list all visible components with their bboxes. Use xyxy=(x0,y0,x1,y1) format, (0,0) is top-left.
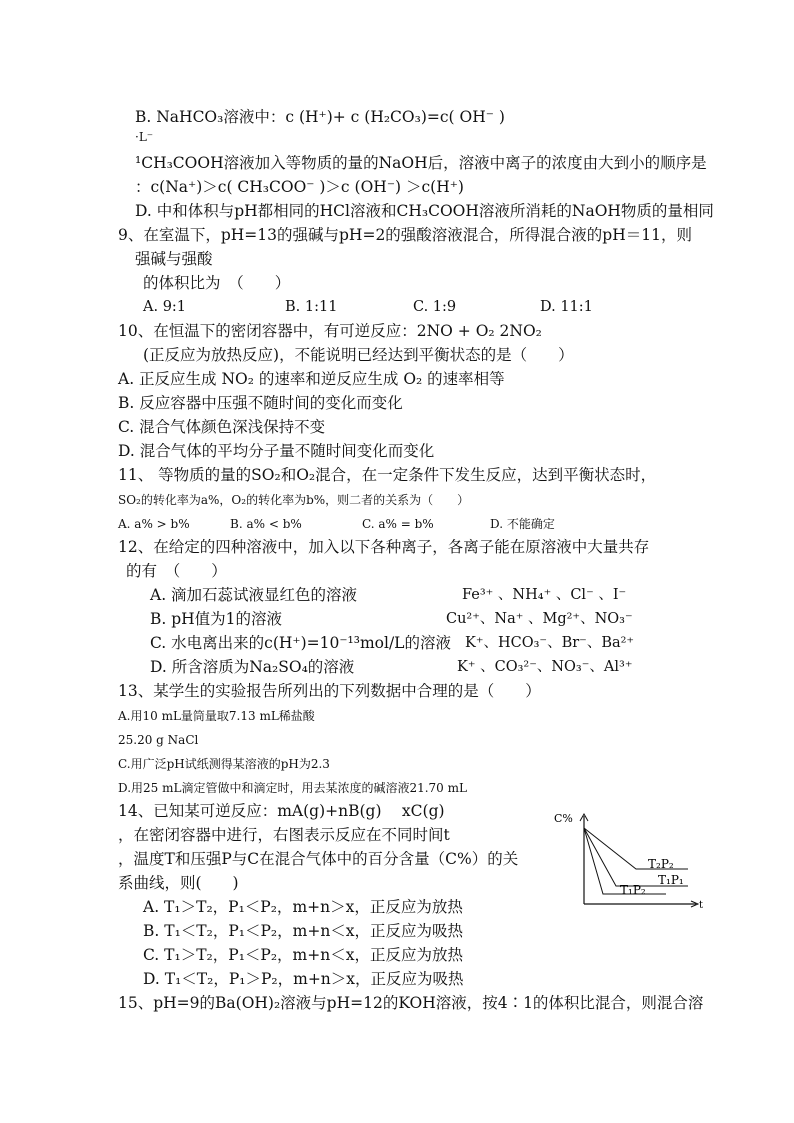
q13-option-d: D.用25 mL滴定管做中和滴定时，用去某浓度的碱溶液21.70 mL xyxy=(118,781,467,795)
q9-option-b: B. 1:11 xyxy=(285,299,338,315)
curve-label-t1p1: T₁P₁ xyxy=(658,873,684,887)
q14-option-a: A. T₁＞T₂，P₁＜P₂，m+n＞x，正反应为放热 xyxy=(143,898,463,916)
question-12: 12、在给定的四种溶液中，加入以下各种离子，各离子能在原溶液中大量共存 xyxy=(118,538,650,556)
question-9: 9、在室温下，pH=13的强碱与pH=2的强酸溶液混合，所得混合液的pH＝11，则 xyxy=(118,226,692,244)
q12-option-c-ions: K⁺、HCO₃⁻、Br⁻、Ba²⁺ xyxy=(465,635,635,651)
option-c-text: ¹CH₃COOH溶液加入等物质的量的NaOH后，溶液中离子的浓度由大到小的顺序是 xyxy=(135,154,707,172)
q12-option-d: D. 所含溶质为Na₂SO₄的溶液 xyxy=(150,658,355,676)
curve-label-t2p2: T₂P₂ xyxy=(648,857,674,871)
q14-option-c: C. T₁＞T₂，P₁＜P₂，m+n＜x，正反应为放热 xyxy=(143,946,463,964)
question-10-cont: (正反应为放热反应)，不能说明已经达到平衡状态的是（ ） xyxy=(143,346,574,364)
question-9-ratio: 的体积比为 （ ） xyxy=(143,274,291,292)
q14-option-b: B. T₁＜T₂，P₁＜P₂，m+n＜x，正反应为吸热 xyxy=(143,922,464,940)
q13-option-a: A.用10 mL量筒量取7.13 mL稀盐酸 xyxy=(118,709,315,723)
option-d-text: D. 中和体积与pH都相同的HCl溶液和CH₃COOH溶液所消耗的NaOH物质的量相同 xyxy=(135,202,714,220)
q14-option-d: D. T₁＜T₂，P₁＞P₂，m+n＞x，正反应为吸热 xyxy=(143,970,464,988)
q12-option-b-ions: Cu²⁺、Na⁺ 、Mg²⁺、NO₃⁻ xyxy=(446,611,633,627)
q12-option-b: B. pH值为1的溶液 xyxy=(150,610,283,628)
question-14-line4: 系曲线，则( ) xyxy=(118,874,239,892)
q10-option-c: C. 混合气体颜色深浅保持不变 xyxy=(118,418,326,436)
option-c-order: ：c(Na⁺)＞c( CH₃COO⁻ )＞c (OH⁻) ＞c(H⁺) xyxy=(135,178,464,196)
q12-option-a-ions: Fe³⁺ 、NH₄⁺ 、Cl⁻ 、I⁻ xyxy=(462,587,627,603)
q12-option-c: C. 水电离出来的c(H⁺)=10⁻¹³mol/L的溶液 xyxy=(150,634,451,652)
option-b-nahco3: B. NaHCO₃溶液中：c (H⁺)+ c (H₂CO₃)=c( OH⁻ ) xyxy=(135,108,505,126)
q13-option-b-fragment: 25.20 g NaCl xyxy=(118,733,199,747)
q13-option-c: C.用广泛pH试纸测得某溶液的pH为2.3 xyxy=(118,757,330,771)
q9-option-d: D. 11:1 xyxy=(540,299,593,315)
y-axis-label: C% xyxy=(554,812,573,825)
q12-option-a: A. 滴加石蕊试液显红色的溶液 xyxy=(150,586,358,604)
question-15: 15、pH=9的Ba(OH)₂溶液与pH=12的KOH溶液，按4∶1的体积比混合，则混合溶 xyxy=(118,994,704,1012)
q10-option-d: D. 混合气体的平均分子量不随时间变化而变化 xyxy=(118,442,435,460)
question-14: 14、已知某可逆反应：mA(g)+nB(g) xC(g) xyxy=(118,802,445,820)
text-fragment: ·L⁻ xyxy=(135,130,154,144)
x-axis-label: t xyxy=(699,900,704,911)
q11-option-c: C. a% = b% xyxy=(362,517,434,531)
question-12-cont: 的有 （ ） xyxy=(126,562,227,580)
question-10: 10、在恒温下的密闭容器中，有可逆反应：2NO + O₂ 2NO₂ xyxy=(118,322,542,340)
question-13: 13、某学生的实验报告所列出的下列数据中合理的是（ ） xyxy=(118,682,541,700)
c-percent-time-graph xyxy=(548,806,708,912)
question-14-line3: ，温度T和压强P与C在混合气体中的百分含量（C%）的关 xyxy=(118,850,519,868)
q11-option-d: D. 不能确定 xyxy=(490,517,555,531)
q11-option-a: A. a% > b% xyxy=(118,517,190,531)
q9-option-c: C. 1:9 xyxy=(413,299,457,315)
question-11-cont: SO₂的转化率为a%，O₂的转化率为b%，则二者的关系为（ ） xyxy=(118,493,470,507)
q12-option-d-ions: K⁺ 、CO₃²⁻、NO₃⁻、Al³⁺ xyxy=(457,659,633,675)
q10-option-a: A. 正反应生成 NO₂ 的速率和逆反应生成 O₂ 的速率相等 xyxy=(118,370,505,388)
q9-option-a: A. 9:1 xyxy=(143,299,187,315)
question-9-cont: 强碱与强酸 xyxy=(135,250,213,268)
q10-option-b: B. 反应容器中压强不随时间的变化而变化 xyxy=(118,394,403,412)
curve-label-t1p2: T₁P₂ xyxy=(620,883,646,897)
q11-option-b: B. a% < b% xyxy=(230,517,302,531)
question-11: 11、 等物质的量的SO₂和O₂混合，在一定条件下发生反应，达到平衡状态时， xyxy=(118,466,657,484)
question-14-line2: ，在密闭容器中进行，右图表示反应在不同时间t xyxy=(118,826,450,844)
